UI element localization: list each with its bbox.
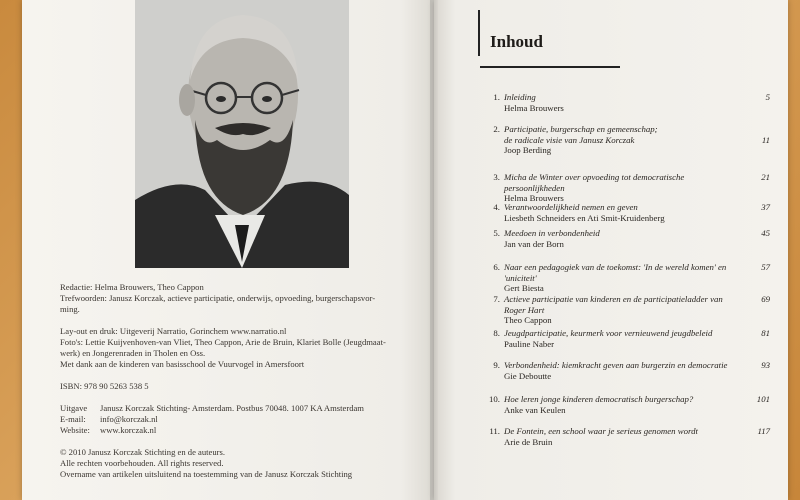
website-row bbox=[60, 425, 420, 436]
toc-entry-author: Theo Cappon bbox=[504, 315, 552, 325]
toc-entry-body bbox=[504, 228, 740, 249]
toc-entry-author: Arie de Bruin bbox=[504, 436, 553, 447]
toc-entry-page: 93 bbox=[761, 360, 770, 370]
toc-entry-number: 10. bbox=[489, 394, 500, 404]
website-label: Website: bbox=[60, 425, 90, 435]
email-value: info@korczak.nl bbox=[100, 414, 158, 424]
rights: Alle rechten voorbehouden. All rights reserved. bbox=[60, 458, 224, 468]
toc-entry-number: 7. bbox=[493, 294, 500, 304]
photo-credit: Foto's: Lettie Kuijvenhoven-van Vliet, Theo Cappon, Arie de Bruin, Klariet Bolle (Jeugdmaat- bbox=[60, 337, 386, 347]
toc-title: Inhoud bbox=[490, 32, 543, 51]
toc-entry-number: 5. bbox=[493, 228, 500, 238]
toc-entry-author: Pauline Naber bbox=[504, 338, 555, 349]
toc-entry-page: 69 bbox=[761, 294, 770, 304]
toc-entry-title: De Fontein, een school waar je serieus genomen wordt bbox=[504, 426, 698, 436]
isbn: ISBN: 978 90 5263 538 5 bbox=[60, 381, 149, 391]
photo-credit-cont: werk) en Jongerenraden in Tholen en Oss. bbox=[60, 348, 206, 358]
toc-entry-title: Actieve participatie van kinderen en de participatieladder van Roger Hart bbox=[504, 294, 723, 315]
website-value: www.korczak.nl bbox=[100, 425, 157, 435]
toc-entry-number: 2. bbox=[493, 124, 500, 134]
publisher-value: Janusz Korczak Stichting- Amsterdam. Postbus 70048. 1007 KA Amsterdam bbox=[100, 403, 364, 413]
toc-entry-title: Meedoen in verbondenheid bbox=[504, 228, 600, 238]
toc-entry-page: 117 bbox=[757, 426, 770, 436]
reprint-notice: Overname van artikelen uitsluitend na toestemming van de Janusz Korczak Stichting bbox=[60, 469, 353, 479]
title-rule bbox=[480, 66, 620, 68]
toc-entry-page: 11 bbox=[761, 134, 770, 145]
toc-entry-author: Joop Berding bbox=[504, 145, 552, 155]
toc-entry-title: Inleiding bbox=[504, 92, 536, 102]
toc-entry-page: 57 bbox=[761, 262, 770, 272]
toc-entry-number: 11. bbox=[489, 426, 500, 436]
toc-entry-author: Liesbeth Schneiders en Ati Smit-Kruidenberg bbox=[504, 212, 665, 223]
toc-entry-body bbox=[504, 262, 740, 294]
toc-entry-page: 101 bbox=[756, 394, 770, 404]
layout-credit: Lay-out en druk: Uitgeverij Narratio, Gorinchem www.narratio.nl bbox=[60, 326, 287, 336]
email-row bbox=[60, 414, 420, 425]
copyright: © 2010 Janusz Korczak Stichting en de auteurs. bbox=[60, 447, 225, 457]
title-bar-decoration bbox=[478, 10, 480, 56]
toc-entry-page: 21 bbox=[761, 172, 770, 182]
toc-entry-title: Micha de Winter over opvoeding tot democratische persoonlijkheden bbox=[504, 172, 685, 193]
publisher-label: Uitgave bbox=[60, 403, 88, 413]
toc-entry-number: 6. bbox=[493, 262, 500, 272]
book-gutter bbox=[430, 0, 438, 500]
toc-entry-title: Verantwoordelijkheid nemen en geven bbox=[504, 202, 638, 212]
toc-entry-body bbox=[504, 426, 740, 447]
keywords-cont: ming. bbox=[60, 304, 80, 314]
toc-entry-number: 9. bbox=[493, 360, 500, 370]
toc-entry-number: 4. bbox=[493, 202, 500, 212]
portrait-photo bbox=[135, 0, 349, 268]
toc-entry-body bbox=[504, 92, 740, 113]
toc-entry-body bbox=[504, 172, 740, 204]
publisher-row bbox=[60, 403, 420, 414]
toc-entry-author: Gie Deboutte bbox=[504, 370, 552, 381]
right-page bbox=[434, 0, 788, 500]
toc-entry-author: Helma Brouwers bbox=[504, 193, 564, 203]
editors: Redactie: Helma Brouwers, Theo Cappon bbox=[60, 282, 204, 292]
toc-entry-title: Participatie, burgerschap en gemeenschap; bbox=[504, 124, 658, 134]
toc-entry-title-cont: de radicale visie van Janusz Korczak bbox=[504, 134, 635, 145]
toc-entry-author: Jan van der Born bbox=[504, 238, 564, 249]
toc-entry-author: Gert Biesta bbox=[504, 283, 544, 293]
toc-entry-page: 37 bbox=[761, 202, 770, 212]
toc-entry-body bbox=[504, 394, 740, 415]
toc-entry-number: 1. bbox=[493, 92, 500, 102]
toc-entry-number: 3. bbox=[493, 172, 500, 182]
toc-entry-title: Jeugdparticipatie, keurmerk voor vernieuwend jeugdbeleid bbox=[504, 328, 713, 338]
toc-entry-page: 45 bbox=[761, 228, 770, 238]
toc-entry-title: Verbondenheid: kiemkracht geven aan burgerzin en democratie bbox=[504, 360, 728, 370]
toc-entry-body bbox=[504, 202, 740, 223]
toc-entry-author: Helma Brouwers bbox=[504, 102, 564, 113]
toc-entry-body bbox=[504, 328, 740, 349]
keywords: Trefwoorden: Janusz Korczak, actieve participatie, onderwijs, opvoeding, burgerschapsvor- bbox=[60, 293, 376, 303]
thanks: Met dank aan de kinderen van basisschool de Vuurvogel in Amersfoort bbox=[60, 359, 305, 369]
toc-entry-author: Anke van Keulen bbox=[504, 404, 566, 415]
toc-entry-body bbox=[504, 360, 740, 381]
toc-entry-number: 8. bbox=[493, 328, 500, 338]
colophon bbox=[60, 282, 420, 480]
toc-entry-body bbox=[504, 294, 740, 326]
toc-entry-title: Hoe leren jonge kinderen democratisch burgerschap? bbox=[504, 394, 694, 404]
email-label: E-mail: bbox=[60, 414, 86, 424]
toc-entry-body bbox=[504, 124, 740, 156]
toc-entry-page: 5 bbox=[765, 92, 770, 102]
toc-entry-page: 81 bbox=[761, 328, 770, 338]
toc-entry-title: Naar een pedagogiek van de toekomst: 'In de wereld komen' en 'uniciteit' bbox=[504, 262, 727, 283]
